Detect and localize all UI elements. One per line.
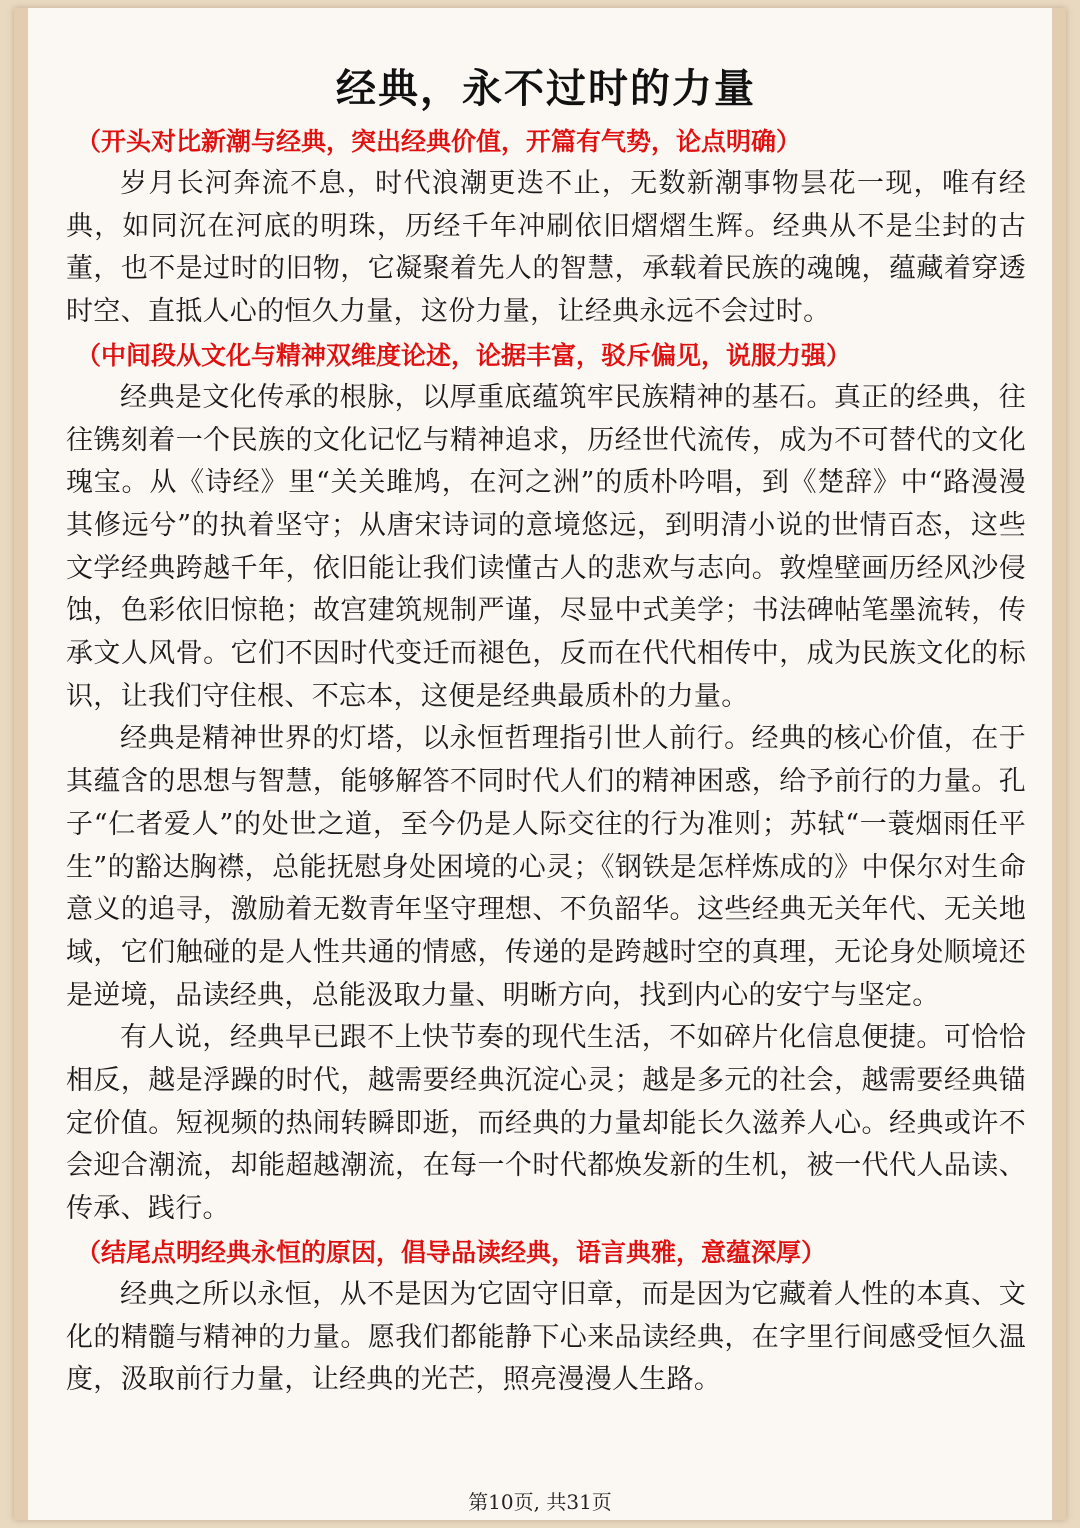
annotation-ending: （结尾点明经典永恒的原因，倡导品读经典，语言典雅，意蕴深厚）: [76, 1237, 827, 1267]
annotation-middle: （中间段从文化与精神双维度论述，论据丰富，驳斥偏见，说服力强）: [76, 340, 852, 370]
paragraph-2: 经典是文化传承的根脉，以厚重底蕴筑牢民族精神的基石。真正的经典，往往镌刻着一个民族的文化记忆与精神追求，历经世代流传，成为不可替代的文化瑰宝。从《诗经》里“关关雎鸠，在河之洲”的质朴吟唱，到《楚辞》中“路漫漫其修远兮”的执着坚守；从唐宋诗词的意境悠远，到明清小说的世情百态，这些文学经典跨越千年，依旧能让我们读懂古人的悲欢与志向。敦煌壁画历经风沙侵蚀，色彩依旧惊艳；故宫建筑规制严谨，尽显中式美学；书法碑帖笔墨流转，传承文人风骨。它们不因时代变迁而褪色，反而在代代相传中，成为民族文化的标识，让我们守住根、不忘本，这便是经典最质朴的力量。: [66, 381, 1026, 712]
paragraph-3: 经典是精神世界的灯塔，以永恒哲理指引世人前行。经典的核心价值，在于其蕴含的思想与智慧，能够解答不同时代人们的精神困惑，给予前行的力量。孔子“仁者爱人”的处世之道，至今仍是人际交往的行为准则；苏轼“一蓑烟雨任平生”的豁达胸襟，总能抚慰身处困境的心灵；《钢铁是怎样炼成的》中保尔对生命意义的追寻，激励着无数青年坚守理想、不负韶华。这些经典无关年代、无关地域，它们触碰的是人性共通的情感，传递的是跨越时空的真理，无论身处顺境还是逆境，品读经典，总能汲取力量、明晰方向，找到内心的安宁与坚定。: [66, 723, 1026, 1011]
page-title: 经典，永不过时的力量: [336, 65, 756, 112]
page-edge-right: [1052, 8, 1066, 1520]
paragraph-1: 岁月长河奔流不息，时代浪潮更迭不止，无数新潮事物昙花一现，唯有经典，如同沉在河底的明珠，历经千年冲刷依旧熠熠生辉。经典从不是尘封的古董，也不是过时的旧物，它凝聚着先人的智慧，承载着民族的魂魄，蕴藏着穿透时空、直抵人心的恒久力量，这份力量，让经典永远不会过时。: [66, 168, 1026, 328]
document-page: [14, 8, 1066, 1520]
paragraph-4: 有人说，经典早已跟不上快节奏的现代生活，不如碎片化信息便捷。可恰恰相反，越是浮躁的时代，越需要经典沉淀心灵；越是多元的社会，越需要经典锚定价值。短视频的热闹转瞬即逝，而经典的力量却能长久滋养人心。经典或许不会迎合潮流，却能超越潮流，在每一个时代都焕发新的生机，被一代代人品读、传承、践行。: [66, 1022, 1026, 1225]
annotation-opening: （开头对比新潮与经典，突出经典价值，开篇有气势，论点明确）: [76, 127, 802, 156]
page-edge-left: [14, 8, 28, 1520]
document-body: [66, 58, 1026, 1402]
paragraph-5: 经典之所以永恒，从不是因为它固守旧章，而是因为它藏着人性的本真、文化的精髓与精神的力量。愿我们都能静下心来品读经典，在字里行间感受恒久温度，汲取前行力量，让经典的光芒，照亮漫漫人生路。: [66, 1278, 1026, 1396]
page-number: 第10页, 共31页: [468, 1490, 612, 1514]
